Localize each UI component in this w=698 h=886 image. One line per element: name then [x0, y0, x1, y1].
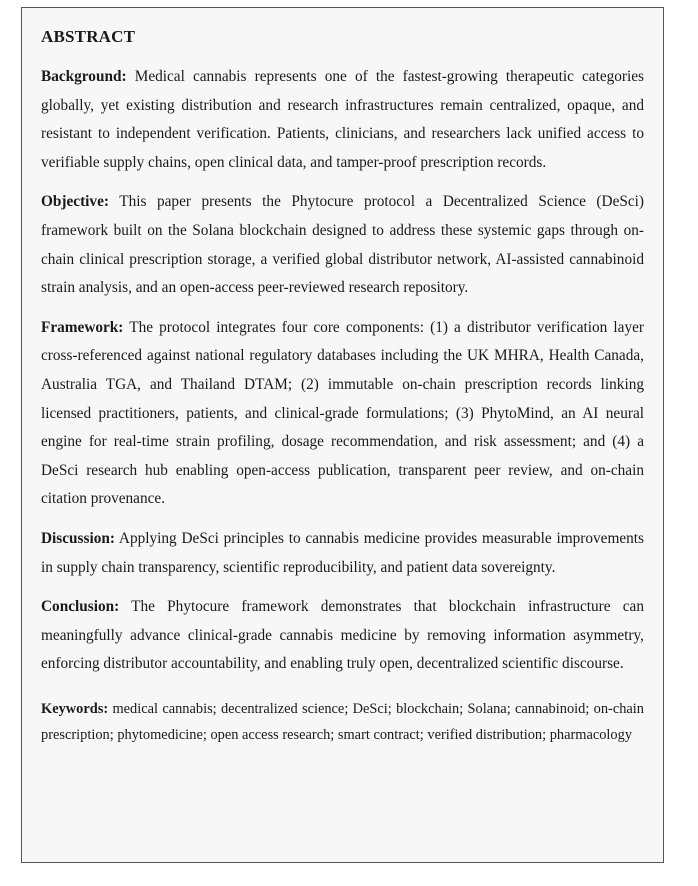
section-label: Objective: — [41, 193, 109, 211]
keywords-text: medical cannabis; decentralized science; DeSci; blockchain; Solana; cannabinoid; on-chain prescription; phytomedicine; open access research; smart contract; verified distribution; pharmacology — [41, 700, 644, 744]
section-text: Applying DeSci principles to cannabis medicine provides measurable improvements in supply chain transparency, scientific reproducibility, and patient data sovereignty. — [41, 529, 644, 576]
section-text: The protocol integrates four core components: (1) a distributor verification layer cross-referenced against national regulatory databases including the UK MHRA, Health Canada, Australia TGA, and Thailand DTAM; (2) immutable on-chain prescription records linking licensed practitioners, patients, and clinical-grade formulations; (3) PhytoMind, an AI neural engine for real-time strain profiling, dosage recommendation, and risk assessment; and (4) a DeSci research hub enabling open-access publication, transparent peer review, and on-chain citation provenance. — [41, 318, 644, 508]
section-conclusion — [41, 593, 644, 679]
section-label: Framework: — [41, 318, 124, 336]
keywords-label: Keywords: — [41, 700, 109, 717]
section-background — [41, 63, 644, 177]
section-label: Conclusion: — [41, 598, 120, 616]
section-objective — [41, 188, 644, 302]
section-text: The Phytocure framework demonstrates that blockchain infrastructure can meaningfully advance clinical-grade cannabis medicine by removing information asymmetry, enforcing distributor accountability, and enabling truly open, decentralized scientific discourse. — [41, 598, 644, 673]
section-label: Discussion: — [41, 529, 115, 547]
section-text: This paper presents the Phytocure protocol a Decentralized Science (DeSci) framework built on the Solana blockchain designed to address these systemic gaps through on-chain clinical prescription storage, a verified global distributor network, AI-assisted cannabinoid strain analysis, and an open-access peer-reviewed research repository. — [41, 193, 644, 297]
keywords — [41, 696, 644, 749]
section-label: Background: — [41, 68, 127, 85]
section-discussion — [41, 525, 644, 582]
abstract-box — [21, 7, 664, 863]
abstract-title: ABSTRACT — [41, 27, 136, 46]
section-text: Medical cannabis represents one of the fastest-growing therapeutic categories globally, yet existing distribution and research infrastructures remain centralized, opaque, and resistant to independent verification. Patients, clinicians, and researchers lack unified access to verifiable supply chains, open clinical data, and tamper-proof prescription records. — [41, 68, 644, 171]
section-framework — [41, 314, 644, 514]
